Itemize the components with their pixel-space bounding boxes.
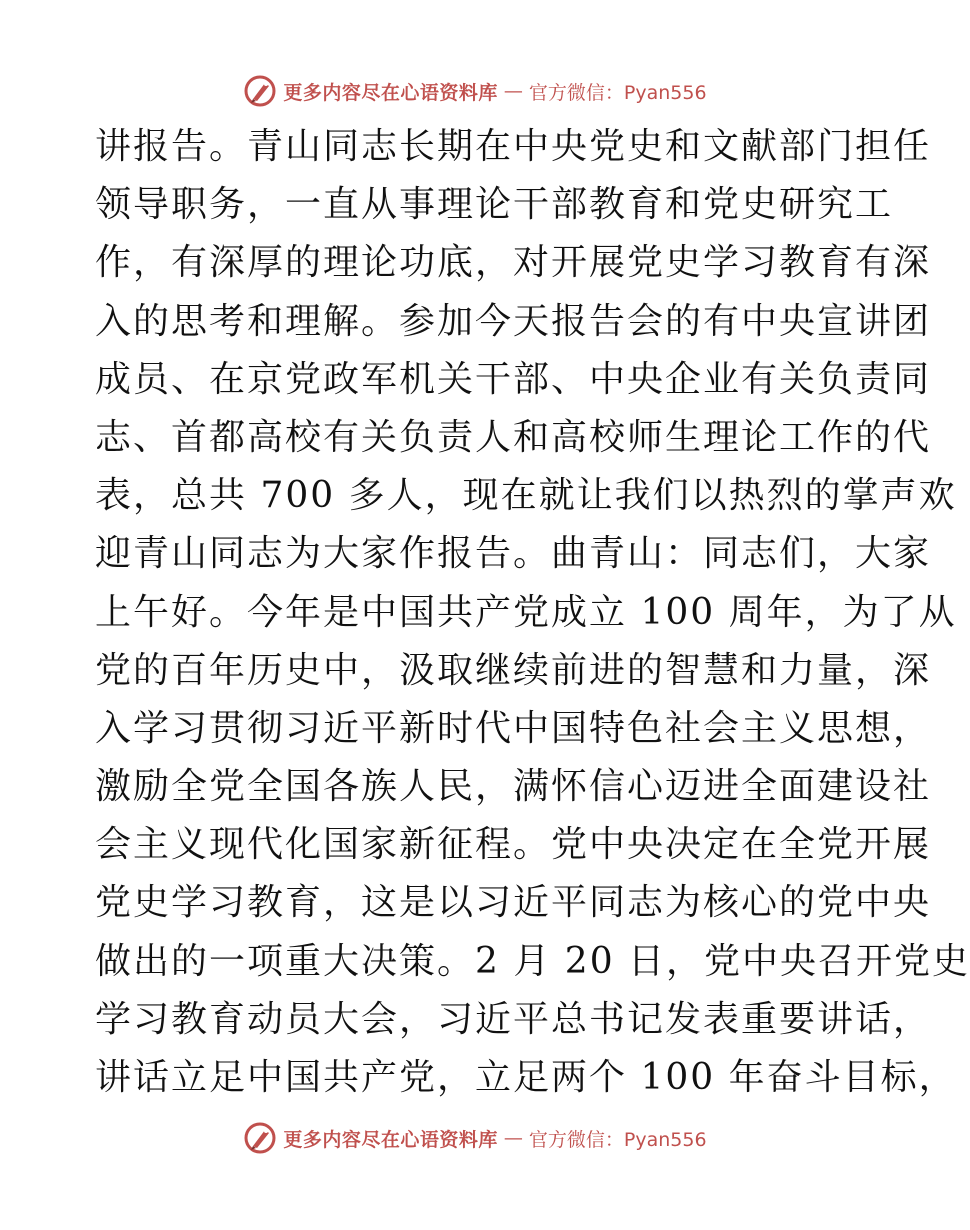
body-line: 迎青山同志为大家作报告。曲青山：同志们，大家: [95, 533, 932, 575]
footer-banner-separator: —: [503, 1127, 523, 1149]
document-body: [95, 118, 970, 1107]
header-watermark-banner: [0, 71, 950, 111]
footer-banner-main-text: 更多内容尽在心语资料库: [283, 1128, 498, 1151]
pen-quill-logo-icon: [243, 74, 277, 108]
header-banner-main-text: 更多内容尽在心语资料库: [283, 81, 498, 104]
body-line: 讲报告。青山同志长期在中央党史和文献部门担任: [95, 126, 932, 167]
body-line: 成员、在京党政军机关干部、中央企业有关负责同: [95, 358, 932, 400]
body-line: 会主义现代化国家新征程。党中央决定在全党开展: [95, 824, 932, 866]
body-line: 上午好。今年是中国共产党成立 100 周年，为了从: [95, 591, 957, 633]
body-line: 志、首都高校有关负责人和高校师生理论工作的代: [95, 416, 932, 458]
header-banner-separator: —: [503, 80, 523, 102]
body-line: 激励全党全国各族人民，满怀信心迈进全面建设社: [95, 766, 932, 808]
pen-quill-logo-icon: [243, 1121, 277, 1155]
footer-watermark-banner: [0, 1118, 950, 1158]
body-line: 表，总共 700 多人，现在就让我们以热烈的掌声欢: [95, 475, 957, 517]
body-line: 入学习贯彻习近平新时代中国特色社会主义思想，: [95, 707, 932, 749]
body-line: 领导职务，一直从事理论干部教育和党史研究工: [95, 184, 894, 226]
body-line: 入的思考和理解。参加今天报告会的有中央宣讲团: [95, 300, 932, 342]
footer-banner-contact-text: 官方微信：Pyan556: [528, 1128, 707, 1151]
body-line: 作，有深厚的理论功底，对开展党史学习教育有深: [95, 242, 932, 284]
header-banner-contact-text: 官方微信：Pyan556: [528, 81, 707, 104]
body-line: 做出的一项重大决策。2 月 20 日，党中央召开党史: [95, 940, 970, 982]
body-line: 讲话立足中国共产党，立足两个 100 年奋斗目标，: [95, 1057, 957, 1098]
body-line: 学习教育动员大会，习近平总书记发表重要讲话，: [95, 998, 932, 1040]
body-line: 党的百年历史中，汲取继续前进的智慧和力量，深: [95, 649, 932, 691]
body-line: 党史学习教育，这是以习近平同志为核心的党中央: [95, 882, 932, 924]
